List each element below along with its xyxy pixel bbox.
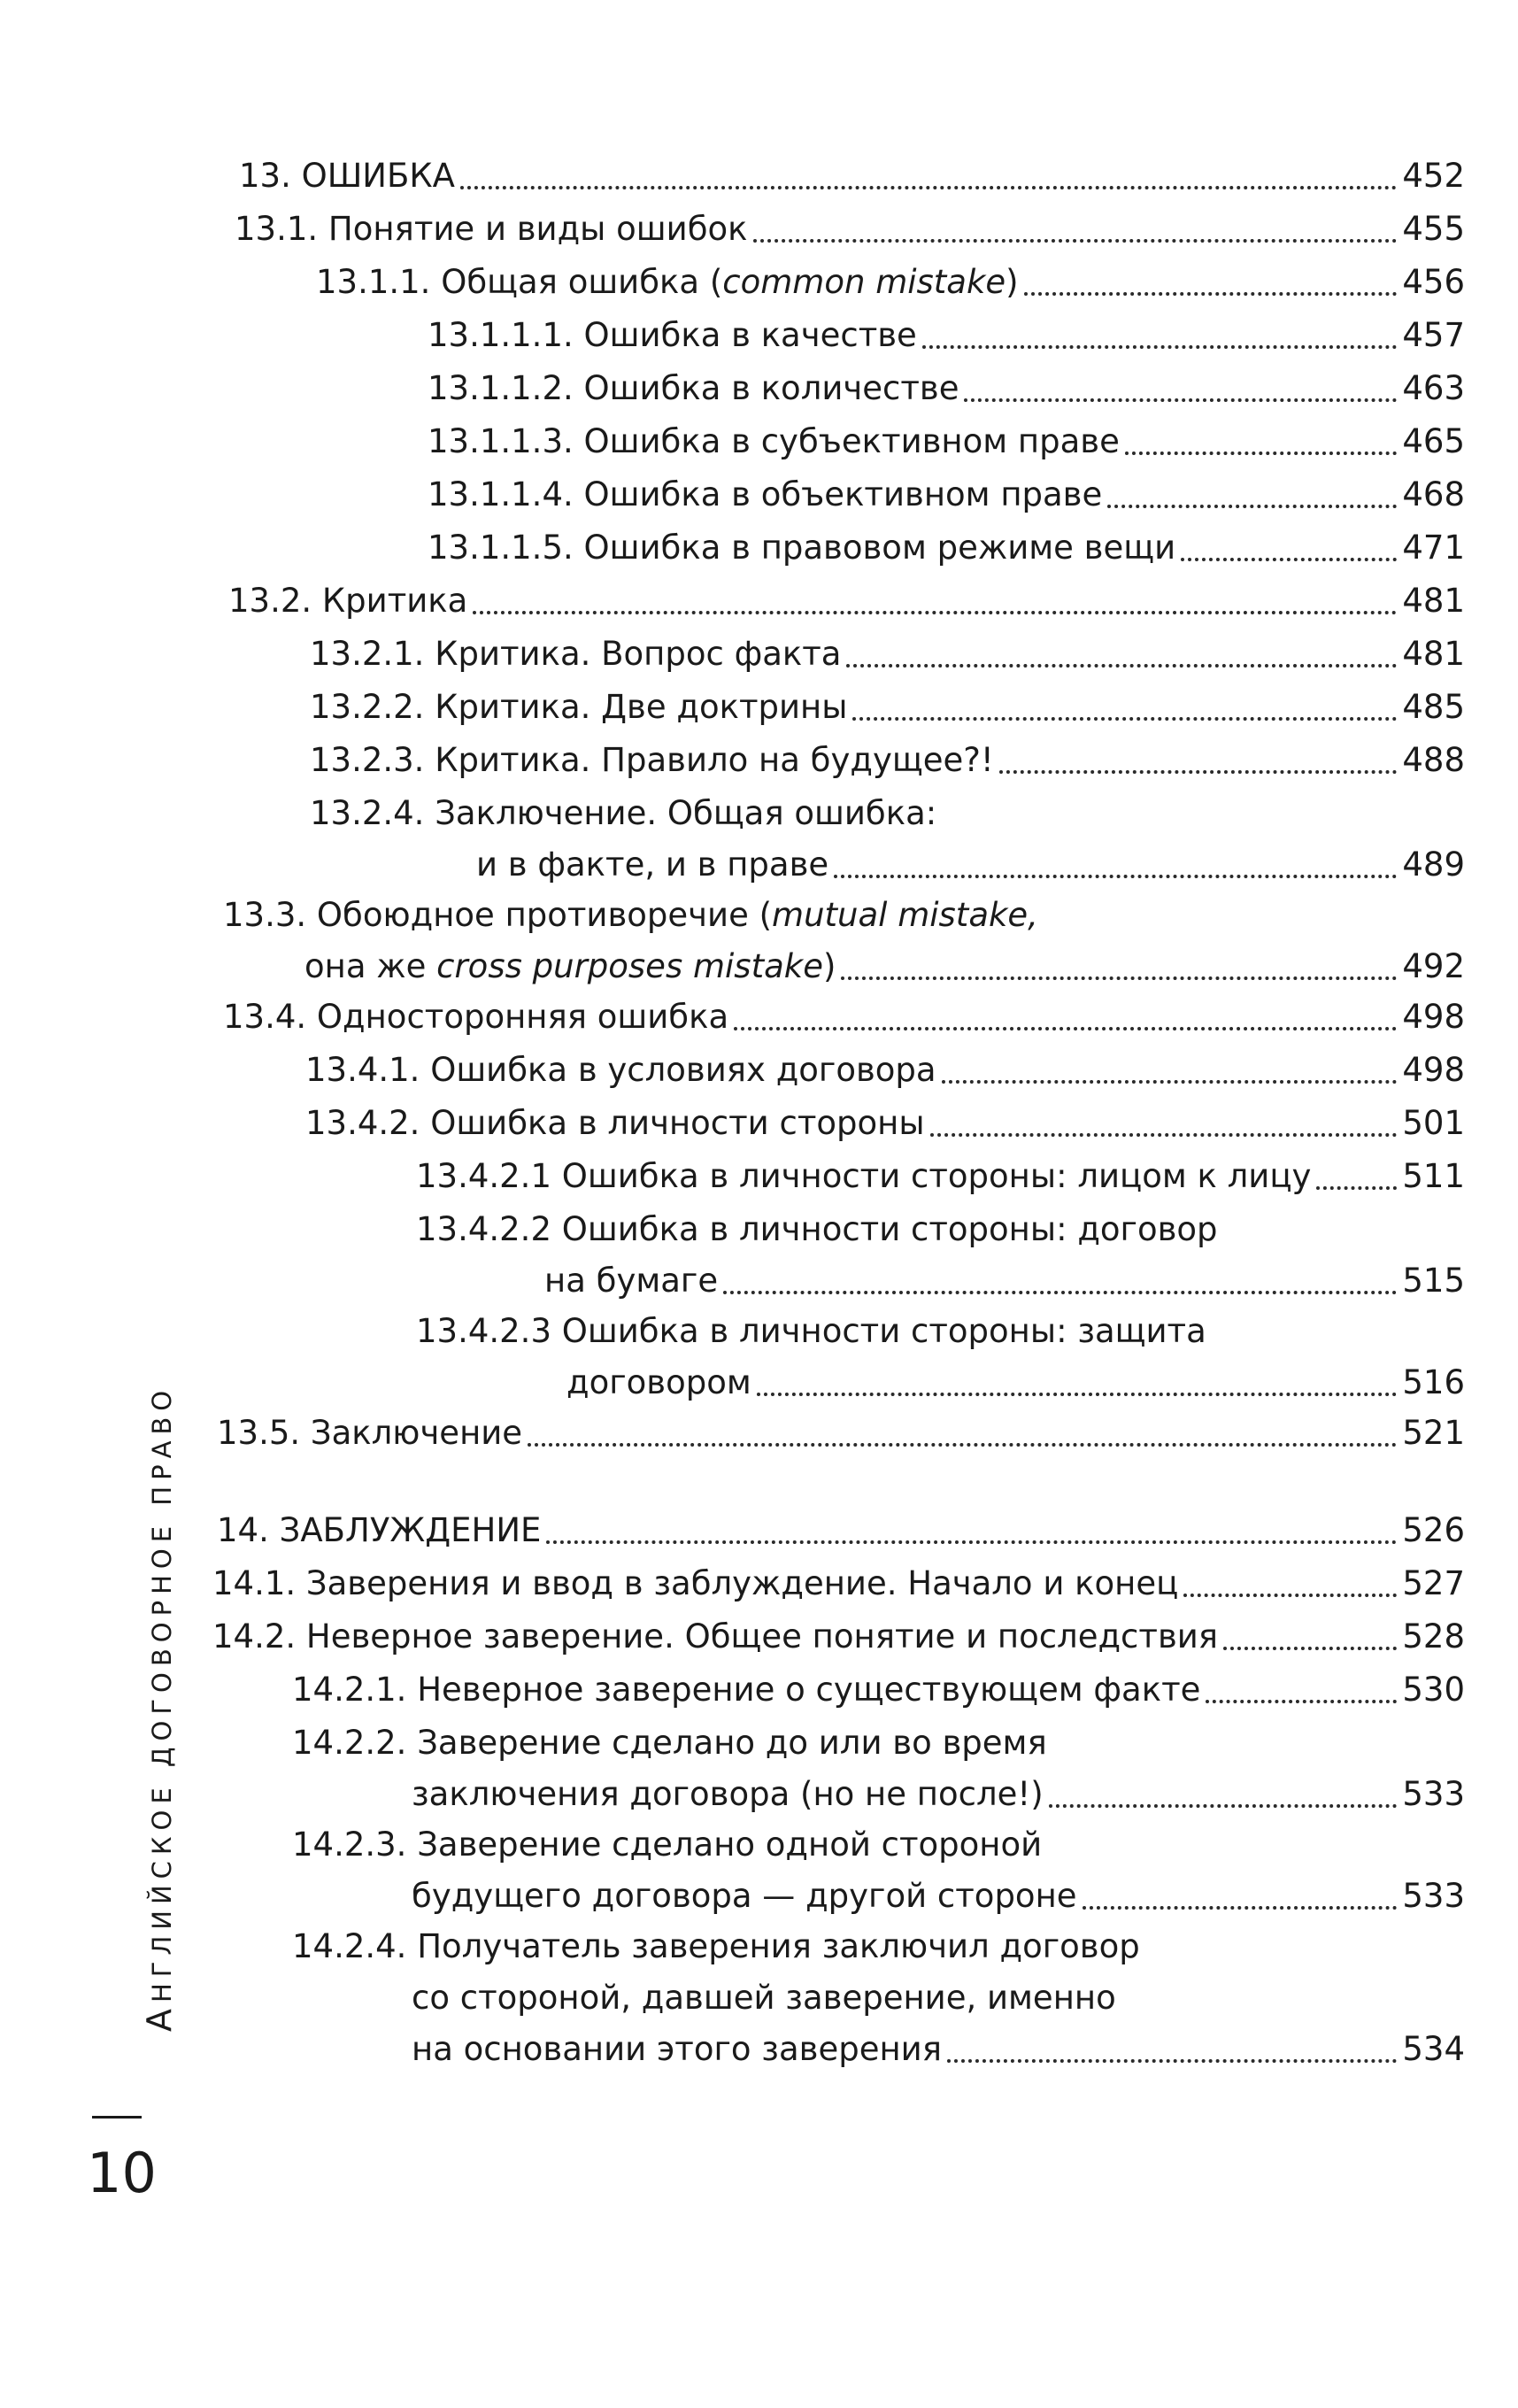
dot-leader xyxy=(1107,505,1397,508)
toc-entry-title: 13.1.1. Общая ошибка (common mistake) xyxy=(316,263,1019,301)
toc-entry-title-continued: договором xyxy=(566,1363,751,1401)
toc-entry xyxy=(416,1306,1465,1409)
toc-page-number: 498 xyxy=(1402,1051,1465,1089)
dot-leader xyxy=(999,770,1398,774)
toc-entry-title: 13.4.2. Ошибка в личности стороны xyxy=(305,1104,925,1142)
toc-page-number: 498 xyxy=(1402,998,1465,1036)
toc-entry-title: 13. ОШИБКА xyxy=(239,157,455,195)
toc-entry xyxy=(217,1408,1465,1459)
toc-entry xyxy=(228,575,1465,627)
toc-entry xyxy=(305,1098,1465,1149)
toc-entry xyxy=(292,1921,1465,2075)
toc-page-number: 530 xyxy=(1402,1671,1465,1709)
dot-leader xyxy=(1316,1186,1397,1190)
toc-entry xyxy=(416,1151,1465,1202)
toc-entry xyxy=(310,682,1465,733)
dot-leader xyxy=(1206,1700,1397,1703)
toc-entry-title: 13.5. Заключение xyxy=(217,1414,523,1452)
toc-entry-title: 14.2. Неверное заверение. Общее понятие и последствия xyxy=(212,1617,1219,1656)
toc-entry-title: 14.2.1. Неверное заверение о существующем факте xyxy=(292,1671,1201,1709)
toc-entry-title: 13.4. Односторонняя ошибка xyxy=(223,998,729,1036)
toc-entry xyxy=(292,1717,1465,1820)
toc-page-number: 481 xyxy=(1402,582,1465,620)
dot-leader xyxy=(1181,558,1397,561)
toc-entry-title: 14. ЗАБЛУЖДЕНИЕ xyxy=(217,1511,542,1549)
toc-entry-title-italic: common mistake xyxy=(722,263,1006,301)
dot-leader xyxy=(460,186,1397,189)
toc-entry xyxy=(428,416,1465,467)
dot-leader xyxy=(964,398,1397,402)
toc-entry xyxy=(310,629,1465,680)
toc-entry-title-continued: заключения договора (но не после!) xyxy=(412,1775,1044,1813)
toc-entry-title: 13.1.1.5. Ошибка в правовом режиме вещи xyxy=(428,529,1176,567)
toc-entry-title: 13.2. Критика xyxy=(228,582,468,620)
toc-page-number: 501 xyxy=(1402,1104,1465,1142)
dot-leader xyxy=(852,717,1397,721)
dot-leader xyxy=(1083,1906,1398,1910)
toc-entry-title: 13.2.1. Критика. Вопрос факта xyxy=(310,635,842,673)
toc-entry-title-italic: cross purposes mistake xyxy=(436,947,823,985)
running-title: АНГЛИЙСКОЕ ДОГОВОРНОЕ ПРАВО xyxy=(140,1384,179,2032)
dot-leader xyxy=(1049,1804,1398,1808)
toc-entry xyxy=(428,363,1465,414)
toc-page-number: 455 xyxy=(1402,210,1465,248)
toc-page-number: 533 xyxy=(1402,1877,1465,1915)
toc-entry-title-continued: будущего договора — другой стороне xyxy=(412,1877,1077,1915)
toc-entry xyxy=(428,310,1465,361)
toc-entry xyxy=(217,1505,1465,1556)
toc-entry-title-italic: mutual mistake, xyxy=(772,896,1038,934)
toc-entry-title-continued: и в факте, и в праве xyxy=(476,845,829,884)
toc-page-number: 488 xyxy=(1402,741,1465,779)
toc-entry xyxy=(310,788,1465,891)
toc-page-number: 515 xyxy=(1402,1262,1465,1300)
dot-leader xyxy=(1024,292,1398,296)
toc-page-number: 516 xyxy=(1402,1363,1465,1401)
toc-page-number: 457 xyxy=(1402,316,1465,354)
toc-entry-title: 13.4.2.3 Ошибка в личности стороны: защита xyxy=(416,1312,1206,1350)
toc-page-number: 533 xyxy=(1402,1775,1465,1813)
toc-entry xyxy=(305,1045,1465,1096)
toc-page-number: 468 xyxy=(1402,475,1465,513)
toc-page-number: 526 xyxy=(1402,1511,1465,1549)
toc-entry xyxy=(316,257,1465,308)
toc-entry-title: 13.1.1.1. Ошибка в качестве xyxy=(428,316,917,354)
dot-leader xyxy=(723,1291,1397,1294)
toc-entry-title: 13.4.1. Ошибка в условиях договора xyxy=(305,1051,936,1089)
toc-entry-title: 13.3. Обоюдное противоречие (mutual mistake, xyxy=(223,896,1038,934)
toc-page-number: 481 xyxy=(1402,635,1465,673)
dot-leader xyxy=(922,345,1398,349)
toc-entry-title-continued: со стороной, давшей заверение, именно xyxy=(412,1979,1116,2017)
toc-entry xyxy=(223,890,1465,992)
toc-entry-title: 14.2.4. Получатель заверения заключил договор xyxy=(292,1927,1140,1965)
toc-page-number: 465 xyxy=(1402,422,1465,460)
toc-page-number: 528 xyxy=(1402,1617,1465,1656)
toc-page-number: 492 xyxy=(1402,947,1465,985)
page-number: 10 xyxy=(87,2141,157,2205)
toc-entry-title-continued: на основании этого заверения xyxy=(412,2030,942,2068)
toc-entry-title: 13.1.1.4. Ошибка в объективном праве xyxy=(428,475,1103,513)
toc-entry-title: 13.4.2.2 Ошибка в личности стороны: договор xyxy=(416,1210,1218,1248)
toc-entry xyxy=(428,522,1465,574)
dot-leader xyxy=(942,1080,1398,1084)
dot-leader xyxy=(1125,452,1398,455)
dot-leader xyxy=(947,2059,1397,2063)
toc-entry xyxy=(428,469,1465,521)
toc-entry xyxy=(416,1204,1465,1307)
toc-entry-title-continued: на бумаге xyxy=(544,1262,719,1300)
toc-page-number: 489 xyxy=(1402,845,1465,884)
toc-page-number: 456 xyxy=(1402,263,1465,301)
toc-entry xyxy=(292,1819,1465,1922)
toc-entry-title: 13.1. Понятие и виды ошибок xyxy=(235,210,748,248)
toc-entry xyxy=(212,1558,1465,1609)
toc-page-number: 511 xyxy=(1402,1157,1465,1195)
toc-page-number: 463 xyxy=(1402,369,1465,407)
toc-entry-title: 13.4.2.1 Ошибка в личности стороны: лицом к лицу xyxy=(416,1157,1312,1195)
dot-leader xyxy=(846,664,1397,668)
folio-rule xyxy=(92,2116,142,2119)
dot-leader xyxy=(546,1540,1397,1544)
dot-leader xyxy=(734,1027,1397,1030)
toc-entry-title: 13.2.4. Заключение. Общая ошибка: xyxy=(310,794,937,832)
dot-leader xyxy=(841,976,1397,980)
dot-leader xyxy=(1183,1594,1397,1597)
toc-entry xyxy=(239,150,1465,202)
dot-leader xyxy=(757,1393,1398,1396)
toc-entry-title: 13.2.2. Критика. Две доктрины xyxy=(310,688,848,726)
toc-page-number: 521 xyxy=(1402,1414,1465,1452)
toc-entry-title-continued: она же cross purposes mistake) xyxy=(304,947,836,985)
dot-leader xyxy=(1223,1647,1397,1650)
toc-entry xyxy=(292,1664,1465,1716)
toc-entry-title: 14.1. Заверения и ввод в заблуждение. Начало и конец xyxy=(212,1564,1179,1602)
dot-leader xyxy=(930,1133,1398,1137)
toc-entry-title: 14.2.3. Заверение сделано одной стороной xyxy=(292,1825,1043,1864)
toc-entry xyxy=(310,735,1465,786)
toc-entry-title: 13.2.3. Критика. Правило на будущее?! xyxy=(310,741,994,779)
toc-page-number: 471 xyxy=(1402,529,1465,567)
toc-page-number: 452 xyxy=(1402,157,1465,195)
dot-leader xyxy=(834,875,1397,878)
toc-entry xyxy=(223,992,1465,1043)
toc-page-number: 485 xyxy=(1402,688,1465,726)
dot-leader xyxy=(753,239,1398,243)
dot-leader xyxy=(528,1443,1397,1447)
toc-entry-title: 13.1.1.2. Ошибка в количестве xyxy=(428,369,959,407)
toc-page-number: 534 xyxy=(1402,2030,1465,2068)
toc-entry xyxy=(212,1611,1465,1663)
toc-entry-title: 13.1.1.3. Ошибка в субъективном праве xyxy=(428,422,1120,460)
toc-entry xyxy=(235,204,1465,255)
toc-entry-title: 14.2.2. Заверение сделано до или во время xyxy=(292,1724,1047,1762)
toc-page-number: 527 xyxy=(1402,1564,1465,1602)
dot-leader xyxy=(473,611,1397,614)
